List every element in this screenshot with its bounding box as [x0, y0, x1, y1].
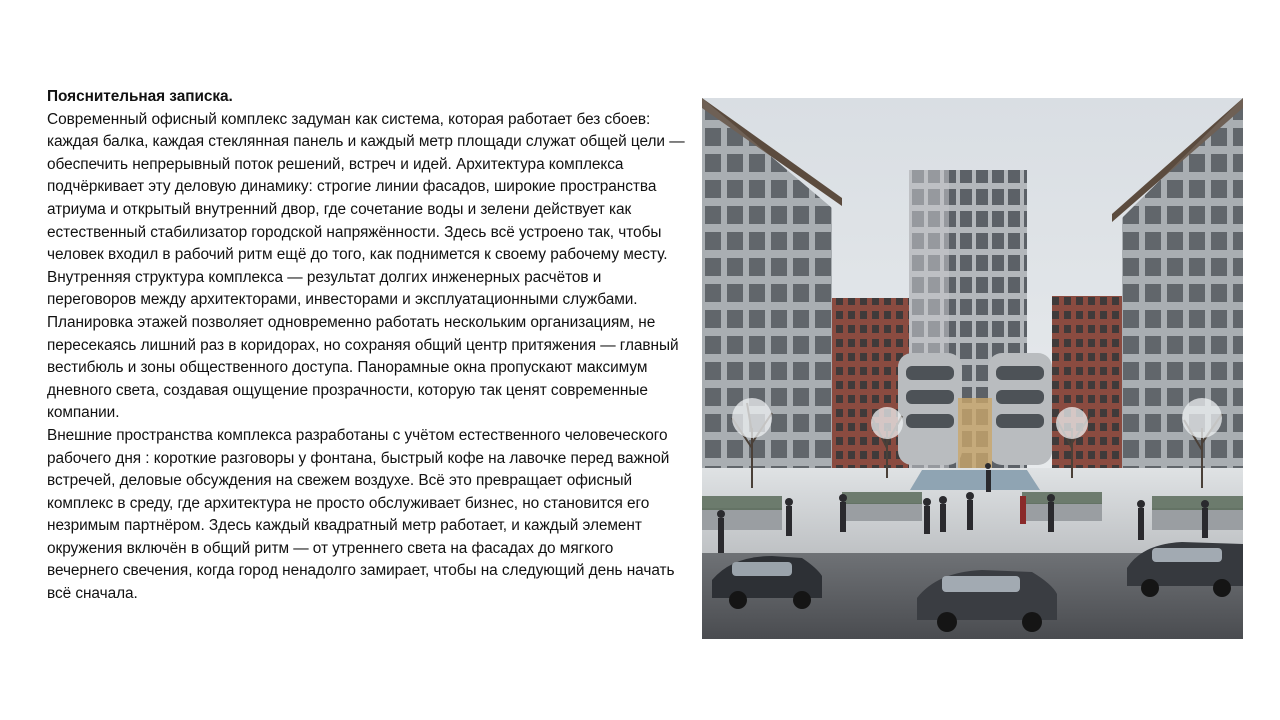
office-complex-illustration [702, 98, 1243, 639]
office-complex-photo [702, 98, 1243, 639]
note-paragraph-2: Внутренняя структура комплекса — результат долгих инженерных расчётов и переговоров между архитекторами, инвесторами и эксплуатационными службами. Планировка этажей позволяет одновременно работать нескольким организациям, не пересекаясь лишний раз в коридорах, но сохраняя общий центр притяжения — главный вестибюль и зоны общественного доступа. Панорамные окна пропускают максимум дневного света, создавая ощущение прозрачности, которую так ценят современные компании. [47, 268, 679, 422]
note-paragraph-3: Внешние пространства комплекса разработаны с учётом естественного человеческого рабочего дня : короткие разговоры у фонтана, быстрый кофе на лавочке перед важной встречей, деловые обсуждения на свежем воздухе. Всё это превращает офисный комплекс в среду, где архитектура не просто обслуживает бизнес, но становится его незримым партнёром. Здесь каждый квадратный метр работает, и каждый элемент окружения включён в общий ритм — от утреннего света на фасадах до мягкого вечернего свечения, когда город ненадолго замирает, чтобы на следующий день начать всё сначала. [47, 426, 675, 603]
explanatory-note [47, 86, 687, 606]
note-title: Пояснительная записка. [47, 88, 233, 105]
note-paragraph-1: Современный офисный комплекс задуман как система, которая работает без сбоев: каждая балка, каждая стеклянная панель и каждый метр площади служат общей цели — обеспечить непрерывный поток решений, встреч и идей. Архитектура комплекса подчёркивает эту деловую динамику: строгие линии фасадов, широкие пространства атриума и открытый внутренний двор, где сочетание воды и зелени действует как естественный стабилизатор городской напряжённости. Здесь всё устроено так, чтобы человек входил в рабочий ритм ещё до того, как поднимется к своему рабочему месту. [47, 110, 685, 264]
brick-building-right [1052, 296, 1132, 478]
fountain [910, 470, 1040, 490]
